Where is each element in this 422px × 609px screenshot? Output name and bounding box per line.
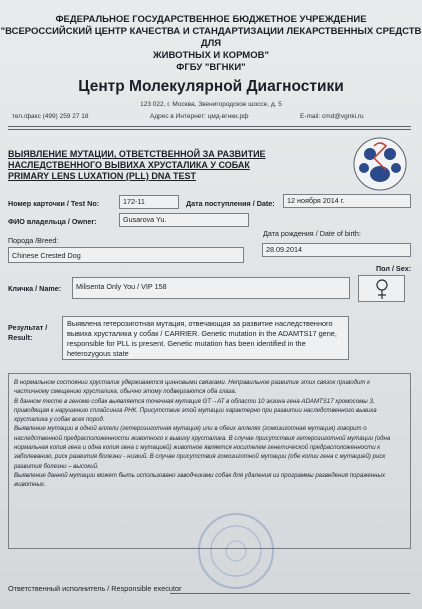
result-text-ru: Выявлена гетерозиготная мутация, отвечающая за развитие наследственного вывиха хрусталика у собак / CARRIER. [67,319,333,338]
paw-logo-icon [352,136,408,192]
institution-header [0,14,422,74]
title-line-3: PRIMARY LENS LUXATION (PLL) DNA TEST [8,171,196,181]
header-divider-2 [8,129,411,130]
website: Адрес в Интернет: цмд-вгнки.рф [150,113,249,120]
header-divider [8,126,411,127]
received-date-label: Дата поступления / Date: [186,199,275,208]
center-title: Центр Молекулярной Диагностики [78,78,344,95]
received-date-field: 12 ноября 2014 г. [283,194,411,208]
result-label-ru: Результат / [8,323,48,332]
round-stamp-icon [196,511,276,591]
result-text-en: Genetic mutation in the ADAMTS17 gene, responsible for PLL is present. Genetic mutation has been identified in the heterozygous state [67,329,337,358]
header-line-4: ФГБУ "ВГНКИ" [176,62,246,73]
card-number-field: 172-11 [119,195,179,209]
birth-date-label: Дата рождения / Date of birth: [263,229,361,238]
birth-date-field: 28.09.2014 [262,243,411,257]
sex-field [358,275,405,302]
header-line-3: ЖИВОТНЫХ И КОРМОВ" [153,50,269,61]
title-line-1: ВЫЯВЛЕНИЕ МУТАЦИИ, ОТВЕТСТВЕННОЙ ЗА РАЗВИТИЕ [8,149,266,159]
signature-line [170,593,410,594]
sex-label: Пол / Sex: [376,264,412,273]
result-box [62,316,349,360]
email: E-mail: cmd@vgnki.ru [300,113,364,120]
owner-label: ФИО владельца / Owner: [8,217,97,226]
breed-field: Chinese Crested Dog [8,247,244,263]
address: 123 022, г. Москва, Звенигородское шоссе, д. 5 [140,101,282,108]
title-line-2: НАСЛЕДСТВЕННОГО ВЫВИХА ХРУСТАЛИКА У СОБАК [8,160,250,170]
header-line-1: ФЕДЕРАЛЬНОЕ ГОСУДАРСТВЕННОЕ БЮДЖЕТНОЕ УЧРЕЖДЕНИЕ [55,14,367,25]
female-icon [362,277,402,301]
responsible-executor: Ответственный исполнитель / Responsible executor [8,584,182,593]
phone: тел./факс (499) 259 27 18 [12,113,89,120]
info-paragraph: Выявление данной мутации может быть использовано заводчиками собак для удаления из программы разведения пораженных животных. [14,471,386,489]
owner-field: Gusarova Yu. [119,213,249,227]
result-label [8,323,47,343]
name-field: Milisenta Only You / VIP 158 [72,277,350,299]
test-title [8,149,298,182]
info-paragraph: В данном тесте в геноме собак выявляется точечная мутация GT→AT в области 10 экзона гена ADAMTS17 хромосомы 3, приводящая к нарушению сплайсинга РНК. Присутствие этой мутации характерно при развитии наследственного вывиха хрусталика у собак всех пород. [14,397,377,424]
info-paragraph: Выявление мутации в одной аллели (гетерозиготная мутация) или в обеих аллелях (гомозиготная мутация) говорит о наследственной предрасположенности животного к вывиху хрусталика. В случае присутствия гетерозиготной мутации (одна нормальная копия гена и одна копия гена с мутацией) животное является носителем генетической предрасположенности к заболеванию, риск развития болезни - низкий. В случае присутствия гомозиготной мутации (обе копии гена с мутацией) риск развития болезни – высокий. [14,425,391,470]
header-line-2: "ВСЕРОССИЙСКИЙ ЦЕНТР КАЧЕСТВА И СТАНДАРТИЗАЦИИ ЛЕКАРСТВЕННЫХ СРЕДСТВ ДЛЯ [0,26,422,49]
info-paragraph: В нормальном состоянии хрусталик удерживается цинновыми связками. Неправильное развитие этих связок приводит к частичному смещению хрусталика, обычно этому подвергаются оба глаза. [14,379,371,396]
result-label-en: Result: [8,333,33,342]
card-number-label: Номер карточки / Test No: [8,199,100,208]
breed-label: Порода /Breed: [8,236,59,245]
name-label: Кличка / Name: [8,284,62,293]
